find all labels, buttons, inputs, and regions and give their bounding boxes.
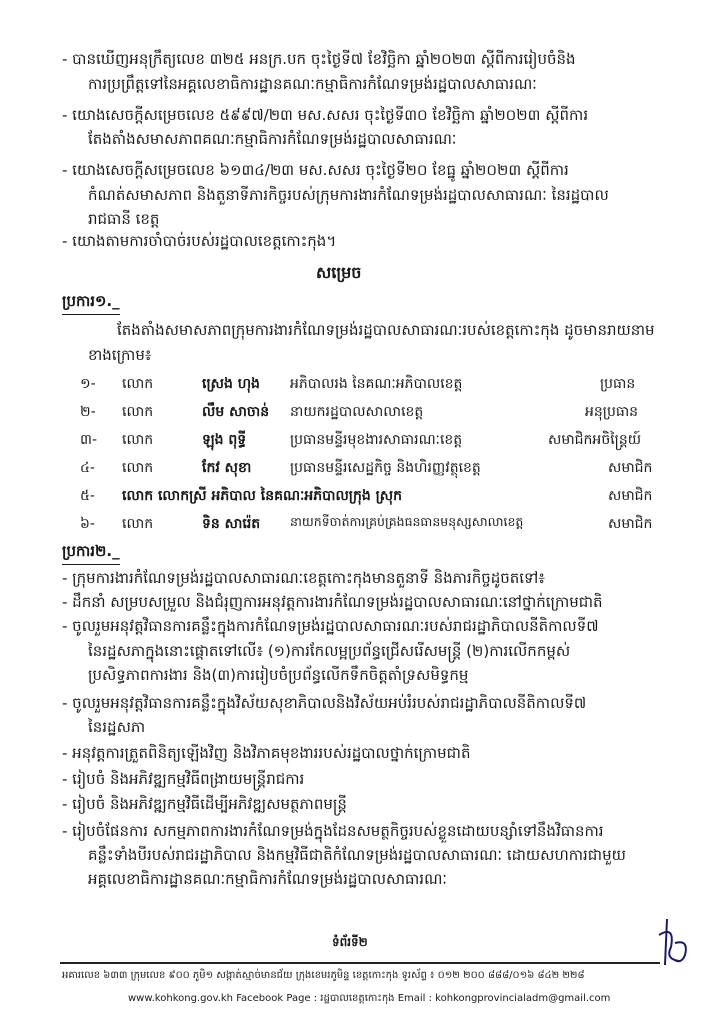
member-row <box>80 458 680 480</box>
duty-line: - រៀបចំ និងអភិវឌ្ឍកម្មវិធីពង្រាយមន្ត្រីរាជការ <box>62 770 305 788</box>
member-position: នាយកទីចាត់ការគ្រប់គ្រងធនធានមនុស្សសាលាខេត្ត <box>290 514 524 529</box>
member-name: លឹម សាចាន់ <box>202 404 270 420</box>
member-role: សមាជិក <box>608 460 653 476</box>
duty-line: - ក្រុមការងារកំណែទម្រង់រដ្ឋបាលសាធារណៈខេត្តកោះកុងមានតួនាទី និងភារកិច្ចដូចតទៅ៖ <box>62 569 545 587</box>
member-position: ប្រធានមន្ទីរមុខងារសាធារណៈខេត្ត <box>290 432 463 448</box>
member-number: ៥- <box>80 488 95 504</box>
member-number: ៦- <box>80 516 95 532</box>
member-position: នាយករដ្ឋបាលសាលាខេត្ត <box>290 404 424 420</box>
preamble-line: ការប្រព្រឹត្តទៅនៃអគ្គលេខាធិការដ្ឋានគណៈកម្មាធិការកំណែទម្រង់រដ្ឋបាលសាធារណៈ <box>88 75 537 93</box>
footer-address: អគារលេខ ៦៣៣ ក្រុមលេខ ៩០០ ភូមិ១ សង្កាត់ស្មាច់មានជ័យ ក្រុងខេមរភូមិន្ទ ខេត្តកោះកុង ទូរស័ព្ទ ៖ ០១២ ២០០ ៨៨៨/០១៦ ៨៤២ ២២៨ <box>62 970 585 981</box>
member-title: លោក <box>122 432 154 448</box>
preamble-line: តែងតាំងសមាសភាពគណៈកម្មាធិការកំណែទម្រង់រដ្ឋបាលសាធារណៈ <box>88 130 457 148</box>
preamble-line: កំណត់សមាសភាព និងតួនាទីភារកិច្ចរបស់ក្រុមការងារកំណែទម្រង់រដ្ឋបាលសាធារណៈ នៃរដ្ឋបាល <box>88 186 609 204</box>
article-2-title: ប្រការ២._ <box>62 542 120 565</box>
duty-line: - រៀបចំផែនការ សកម្មភាពការងារកំណែទម្រង់ក្នុងដែនសមត្ថកិច្ចរបស់ខ្លួនដោយបន្សាំទៅនឹងវិធានការ <box>62 822 604 840</box>
member-number: ២- <box>80 404 96 420</box>
preamble-line: - បានឃើញអនុក្រឹត្យលេខ ៣២៥ អនក្រ.បក ចុះថ្ងៃទី៧ ខែវិច្ឆិកា ឆ្នាំ២០២៣ ស្តីពីការរៀបចំនិង <box>62 50 576 68</box>
member-role: សមាជិក <box>608 488 653 504</box>
preamble-line: - យោងតាមការចាំបាច់របស់រដ្ឋបាលខេត្តកោះកុង។ <box>62 232 337 250</box>
duty-line: គន្លឹះទាំងបីរបស់រាជរដ្ឋាភិបាល និងកម្មវិធីជាតិកំណែទម្រង់រដ្ឋបាលសាធារណៈ ដោយសហការជាមួយ <box>88 846 626 864</box>
member-name: ស្រេង ហុង <box>202 376 260 392</box>
preamble-line: រាជធានី ខេត្ត <box>88 210 160 228</box>
member-title: លោក លោកស្រី អភិបាល នៃគណៈអភិបាលក្រុង ស្រុក <box>122 488 402 504</box>
member-row <box>80 514 680 536</box>
article-1-intro: ខាងក្រោម៖ <box>88 346 152 364</box>
duty-line: - រៀបចំ និងអភិវឌ្ឍកម្មវិធីដើម្បីអភិវឌ្ឍសមត្ថភាពមន្ត្រី <box>62 795 347 813</box>
member-number: ១- <box>80 376 96 392</box>
member-role: ប្រធាន <box>600 376 636 392</box>
article-1-intro: តែងតាំងសមាសភាពក្រុមការងារកំណែទម្រង់រដ្ឋបាលសាធារណៈរបស់ខេត្តកោះកុង ដូចមានរាយនាម <box>117 321 655 339</box>
page-number: ទំព័រទី២ <box>332 935 368 949</box>
member-row <box>80 374 680 396</box>
decision-heading: សម្រេច <box>316 263 362 282</box>
duty-line: អគ្គលេខាធិការដ្ឋានគណៈកម្មាធិការកំណែទម្រង់រដ្ឋបាលសាធារណៈ <box>88 870 447 888</box>
duty-line: - ចូលរួមអនុវត្តវិធានការគន្លឹះក្នុងវិស័យសុខាភិបាលនិងវិស័យអប់រំរបស់រាជរដ្ឋាភិបាលនីតិកាលទី៧ <box>62 694 587 712</box>
member-row <box>80 402 680 424</box>
duty-line: - ដឹកនាំ សម្របសម្រួល និងជំរុញការអនុវត្តការងារកំណែទម្រង់រដ្ឋបាលសាធារណៈនៅថ្នាក់ក្រោមជាតិ <box>62 593 603 611</box>
preamble-line: - យោងសេចក្តីសម្រេចលេខ ៦១៣៤/២៣ មស.សសរ ចុះថ្ងៃទី២០ ខែធ្នូ ឆ្នាំ២០២៣ ស្តីពីការ <box>62 161 569 179</box>
member-position: ប្រធានមន្ទីរសេដ្ឋកិច្ច និងហិរញ្ញវត្ថុខេត្ត <box>290 460 481 476</box>
member-title: លោក <box>122 404 154 420</box>
member-row <box>80 486 680 508</box>
member-number: ៤- <box>80 460 95 476</box>
member-title: លោក <box>122 516 154 532</box>
member-position: អភិបាលរង នៃគណៈអភិបាលខេត្ត <box>290 376 463 392</box>
article-1-title: ប្រការ១._ <box>62 292 120 315</box>
duty-line: នៃរដ្ឋសភា <box>88 718 146 736</box>
footer-divider <box>60 962 660 964</box>
member-title: លោក <box>122 460 154 476</box>
member-number: ៣- <box>80 432 98 448</box>
member-role: អនុប្រធាន <box>585 404 639 420</box>
member-name: ទិន សារ៉េត <box>202 516 261 532</box>
member-role: សមាជិកអចិន្ត្រៃយ៍ <box>548 432 642 448</box>
member-role: សមាជិក <box>608 516 653 532</box>
member-name: ឡុង ពុទ្ធី <box>202 432 247 448</box>
member-name: កែវ សុខា <box>202 460 252 476</box>
preamble-line: - យោងសេចក្តីសម្រេចលេខ ៥៩៩៧/២៣ មស.សសរ ចុះថ្ងៃទី៣០ ខែវិច្ឆិកា ឆ្នាំ២០២៣ ស្តីពីការ <box>62 106 589 124</box>
duty-line: - អនុវត្តការត្រួតពិនិត្យឡើងវិញ និងវិភាគមុខងាររបស់រដ្ឋបាលថ្នាក់ក្រោមជាតិ <box>62 744 471 762</box>
member-title: លោក <box>122 376 154 392</box>
footer-contact: www.kohkong.gov.kh Facebook Page : រដ្ឋបាលខេត្តកោះកុង Email : kohkongprovincialadm@gmail.com <box>128 993 611 1004</box>
duty-line: ប្រសិទ្ធភាពការងារ និង(៣)ការរៀបចំប្រព័ន្ធលើកទឹកចិត្តតាំទ្រសមិទ្ធកម្ម <box>88 666 469 684</box>
duty-line: - ចូលរួមអនុវត្តវិធានការគន្លឹះក្នុងការកំណែទម្រង់រដ្ឋបាលសាធារណៈរបស់រាជរដ្ឋាភិបាលនីតិកាលទី៧ <box>62 617 599 635</box>
member-row <box>80 430 680 452</box>
duty-line: នៃរដ្ឋសភាក្នុងនោះផ្តោតទៅលើ៖ (១)ការកែលម្អប្រព័ន្ធជ្រើសរើសមន្ត្រី (២)ការលើកកម្ពស់ <box>88 642 571 660</box>
